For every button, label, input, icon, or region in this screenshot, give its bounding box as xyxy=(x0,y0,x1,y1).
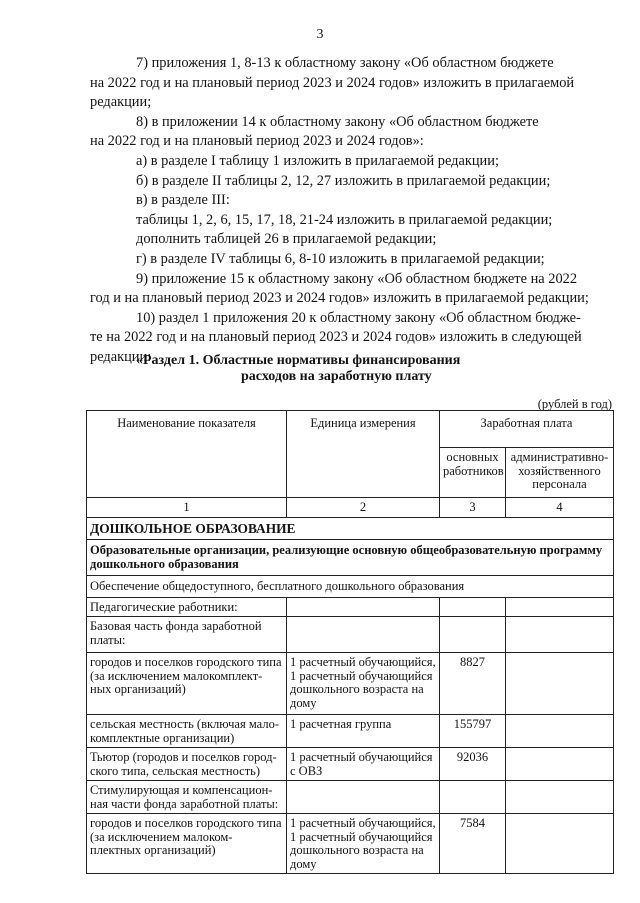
paragraph-8-item-v: в) в разделе III: xyxy=(136,192,230,209)
paragraph-9-line-2: год и на плановый период 2023 и 2024 годов» изложить в прилагаемой редакции; xyxy=(90,290,589,307)
column-number: 3 xyxy=(440,498,506,518)
section-heading-line-2: расходов на заработную плату xyxy=(241,369,432,384)
row-name: городов и поселков городского типа (за исключением малоком-плектных организаций) xyxy=(87,814,287,874)
row-name: Педагогические работники: xyxy=(87,597,287,617)
paragraph-8-item-a: а) в разделе I таблицу 1 изложить в прилагаемой редакции; xyxy=(136,152,499,169)
row-main-value xyxy=(440,617,506,653)
row-unit: 1 расчетный обучающийся, 1 расчетный обучающийся дошкольного возраста на дому xyxy=(287,814,440,874)
paragraph-8-item-v-line-1: таблицы 1, 2, 6, 15, 17, 18, 21-24 изложить в прилагаемой редакции; xyxy=(136,211,553,228)
row-unit xyxy=(287,781,440,814)
column-number: 4 xyxy=(506,498,614,518)
group-row xyxy=(87,576,614,598)
paragraph-8-item-b: б) в разделе II таблицы 2, 12, 27 изложить в прилагаемой редакции; xyxy=(136,172,551,189)
paragraph-8-line-2: на 2022 год и на плановый период 2023 и 2024 годов»: xyxy=(90,133,424,150)
row-name: Стимулирующая и компенсацион-ная части фонда заработной платы: xyxy=(87,781,287,814)
row-unit: 1 расчетная группа xyxy=(287,715,440,748)
row-main-value: 7584 xyxy=(440,814,506,874)
section-title: ДОШКОЛЬНОЕ ОБРАЗОВАНИЕ xyxy=(87,517,614,540)
paragraph-7-line-1: 7) приложения 1, 8-13 к областному закону «Об областном бюджете xyxy=(136,55,554,71)
row-unit: 1 расчетный обучающийся с ОВЗ xyxy=(287,748,440,781)
header-admin-staff: административно-хозяйственного персонала xyxy=(506,448,614,498)
row-admin-value xyxy=(506,617,614,653)
row-admin-value xyxy=(506,781,614,814)
table-row xyxy=(87,814,614,874)
header-unit: Единица измерения xyxy=(287,411,440,498)
header-main-staff: основных работников xyxy=(440,448,506,498)
row-name: городов и поселков городского типа (за исключением малокомплект-ных организаций) xyxy=(87,653,287,715)
row-name: Тьютор (городов и поселков город-ского типа, сельская местность) xyxy=(87,748,287,781)
row-main-value xyxy=(440,781,506,814)
paragraph-10-line-3: редакции: xyxy=(90,348,152,365)
norms-table xyxy=(86,410,614,874)
page-number: 3 xyxy=(316,27,324,42)
table-header-row xyxy=(87,411,614,448)
units-note: (рублей в год) xyxy=(537,397,612,411)
paragraph-7-line-3: редакции; xyxy=(90,94,152,111)
section-heading xyxy=(136,353,566,385)
row-admin-value xyxy=(506,653,614,715)
paragraph-7-line-2: на 2022 год и на плановый период 2023 и 2024 годов» изложить в прилагаемой xyxy=(90,74,575,91)
row-main-value: 8827 xyxy=(440,653,506,715)
column-number: 1 xyxy=(87,498,287,518)
row-unit xyxy=(287,617,440,653)
paragraph-8-line-1: 8) в приложении 14 к областному закону «Об областном бюджете xyxy=(136,113,539,130)
section-heading-line-1: «Раздел 1. Областные нормативы финансирования xyxy=(136,353,461,368)
table-row xyxy=(87,617,614,653)
table-row xyxy=(87,597,614,617)
row-admin-value xyxy=(506,748,614,781)
row-main-value: 92036 xyxy=(440,748,506,781)
row-admin-value xyxy=(506,597,614,617)
row-name: Базовая часть фонда заработной платы: xyxy=(87,617,287,653)
paragraph-10-line-2: те на 2022 год и на плановый период 2023 и 2024 годов» изложить в следующей xyxy=(90,329,582,346)
row-unit: 1 расчетный обучающийся, 1 расчетный обучающийся дошкольного возраста на дому xyxy=(287,653,440,715)
table-row xyxy=(87,715,614,748)
section-row xyxy=(87,517,614,540)
paragraph-8-item-g: г) в разделе IV таблицы 6, 8-10 изложить в прилагаемой редакции; xyxy=(136,250,545,267)
paragraph-10-line-1: 10) раздел 1 приложения 20 к областному закону «Об областном бюдже- xyxy=(136,309,581,326)
header-salary: Заработная плата xyxy=(440,411,614,448)
header-name: Наименование показателя xyxy=(87,411,287,498)
paragraph-9-line-1: 9) приложение 15 к областному закону «Об областном бюджете на 2022 xyxy=(136,270,578,287)
row-admin-value xyxy=(506,814,614,874)
column-number: 2 xyxy=(287,498,440,518)
table-row xyxy=(87,781,614,814)
column-numbers-row xyxy=(87,498,614,518)
row-main-value xyxy=(440,597,506,617)
table-row xyxy=(87,748,614,781)
row-admin-value xyxy=(506,715,614,748)
subsection-title: Образовательные организации, реализующие основную общеобразовательную программу дошкольного образования xyxy=(87,540,614,576)
row-name: сельская местность (включая мало-комплектные организации) xyxy=(87,715,287,748)
row-main-value: 155797 xyxy=(440,715,506,748)
subsection-row xyxy=(87,540,614,576)
group-title: Обеспечение общедоступного, бесплатного дошкольного образования xyxy=(87,576,614,598)
paragraph-8-item-v-line-2: дополнить таблицей 26 в прилагаемой редакции; xyxy=(136,231,437,248)
row-unit xyxy=(287,597,440,617)
document-body xyxy=(90,54,604,368)
table-row xyxy=(87,653,614,715)
